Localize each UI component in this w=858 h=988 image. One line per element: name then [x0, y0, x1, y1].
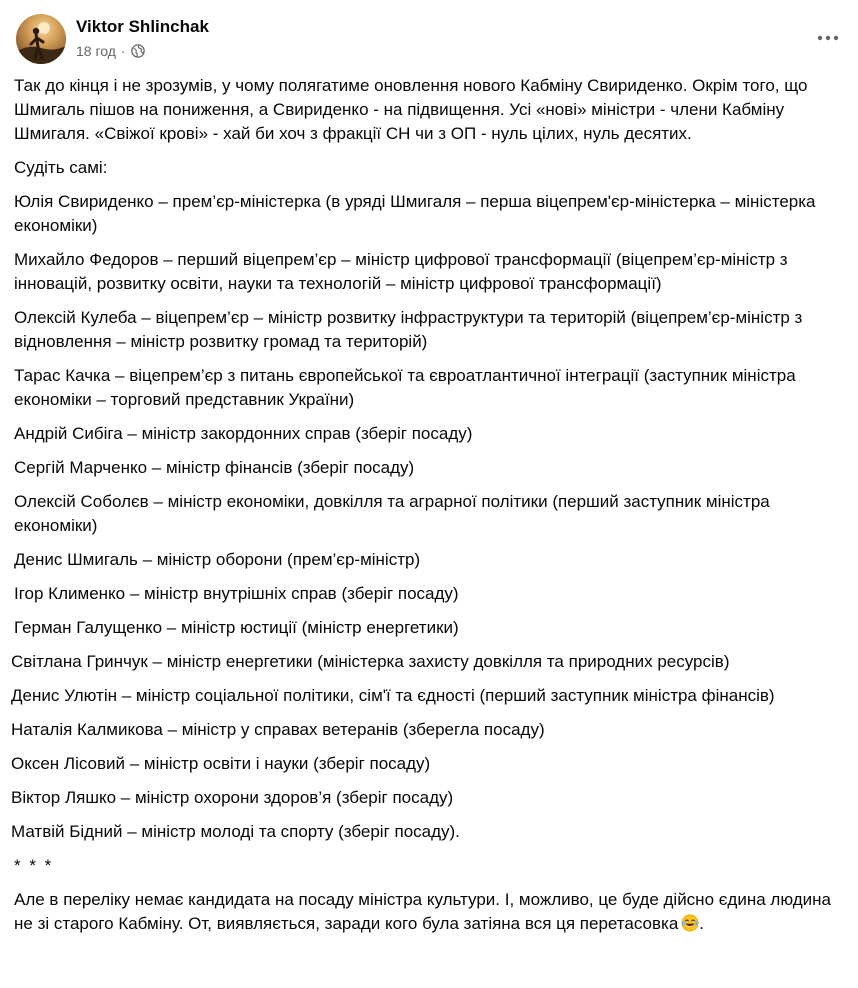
- closing-end: .: [699, 914, 705, 933]
- list-item: Віктор Ляшко – міністр охорони здоров’я (зберіг посаду): [11, 788, 454, 807]
- laughing-tears-emoji-icon: [681, 914, 699, 939]
- more-options-button[interactable]: [810, 24, 846, 52]
- list-item: Андрій Сибіга – міністр закордонних справ (зберіг посаду): [14, 424, 473, 443]
- list-item: Олексій Соболєв – міністр економіки, довкілля та аграрної політики (перший заступник міністра економіки): [14, 492, 770, 535]
- list-item: Денис Шмигаль – міністр оборони (прем’єр-міністр): [14, 550, 421, 569]
- closing-text: Але в переліку немає кандидата на посаду міністра культури. І, можливо, це буде дійсно єдина людина не зі старого Кабміну. От, виявляється, заради кого була затіяна вся ця перетасовка: [14, 890, 831, 933]
- list-item: Ігор Клименко – міністр внутрішніх справ (зберіг посаду): [14, 584, 459, 603]
- list-item: Юлія Свириденко – прем’єр-міністерка (в уряді Шмигаля – перша віцепрем'єр-міністерка – міністерка економіки): [14, 192, 816, 235]
- list-item: Сергій Марченко – міністр фінансів (зберіг посаду): [14, 458, 415, 477]
- section-separator: * * *: [14, 856, 54, 875]
- list-item: Наталія Калмикова – міністр у справах ветеранів (зберегла посаду): [11, 720, 545, 739]
- avatar-photo: [16, 14, 66, 64]
- meta-separator: ·: [120, 43, 126, 59]
- list-item: Оксен Лісовий – міністр освіти і науки (зберіг посаду): [11, 754, 431, 773]
- list-item: Тарас Качка – віцепрем’єр з питань європейської та євроатлантичної інтеграції (заступник міністра економіки – торговий представник України): [14, 366, 796, 409]
- list-item: Матвій Бідний – міністр молоді та спорту (зберіг посаду).: [11, 822, 460, 841]
- avatar[interactable]: [16, 14, 66, 64]
- list-item: Михайло Федоров – перший віцепрем’єр – міністр цифрової трансформації (віцепрем’єр-міністр з інновацій, розвитку освіти, науки та технологій – міністр цифрової трансформації): [14, 250, 788, 293]
- post-intro: Так до кінця і не зрозумів, у чому полягатиме оновлення нового Кабміну Свириденко. Окрім того, що Шмигаль пішов на пониження, а Свириденко - на підвищення. Усі «нові» міністри - члени Кабміну Шмигаля. «Свіжої крові» - хай би хоч з фракції СН чи з ОП - нуль цілих, нуль десятих.: [14, 76, 808, 143]
- post-closing: [14, 888, 854, 939]
- globe-icon[interactable]: [131, 44, 145, 58]
- post-time[interactable]: 18 год: [76, 43, 116, 59]
- author-name[interactable]: Viktor Shlinchak: [76, 17, 209, 36]
- post-meta: [76, 43, 145, 59]
- list-item: Світлана Гринчук – міністр енергетики (міністерка захисту довкілля та природних ресурсів): [11, 652, 730, 671]
- list-item: Денис Улютін – міністр соціальної політики, сім'ї та єдності (перший заступник міністра фінансів): [11, 686, 775, 705]
- post-body: [11, 74, 854, 939]
- post-header: [16, 14, 846, 66]
- list-item: Герман Галущенко – міністр юстиції (міністр енергетики): [14, 618, 459, 637]
- post-lead: Судіть самі:: [14, 158, 108, 177]
- more-horizontal-icon: [816, 35, 840, 41]
- list-item: Олексій Кулеба – віцепрем’єр – міністр розвитку інфраструктури та територій (віцепрем’єр-міністр з відновлення – міністр розвитку громад та територій): [14, 308, 803, 351]
